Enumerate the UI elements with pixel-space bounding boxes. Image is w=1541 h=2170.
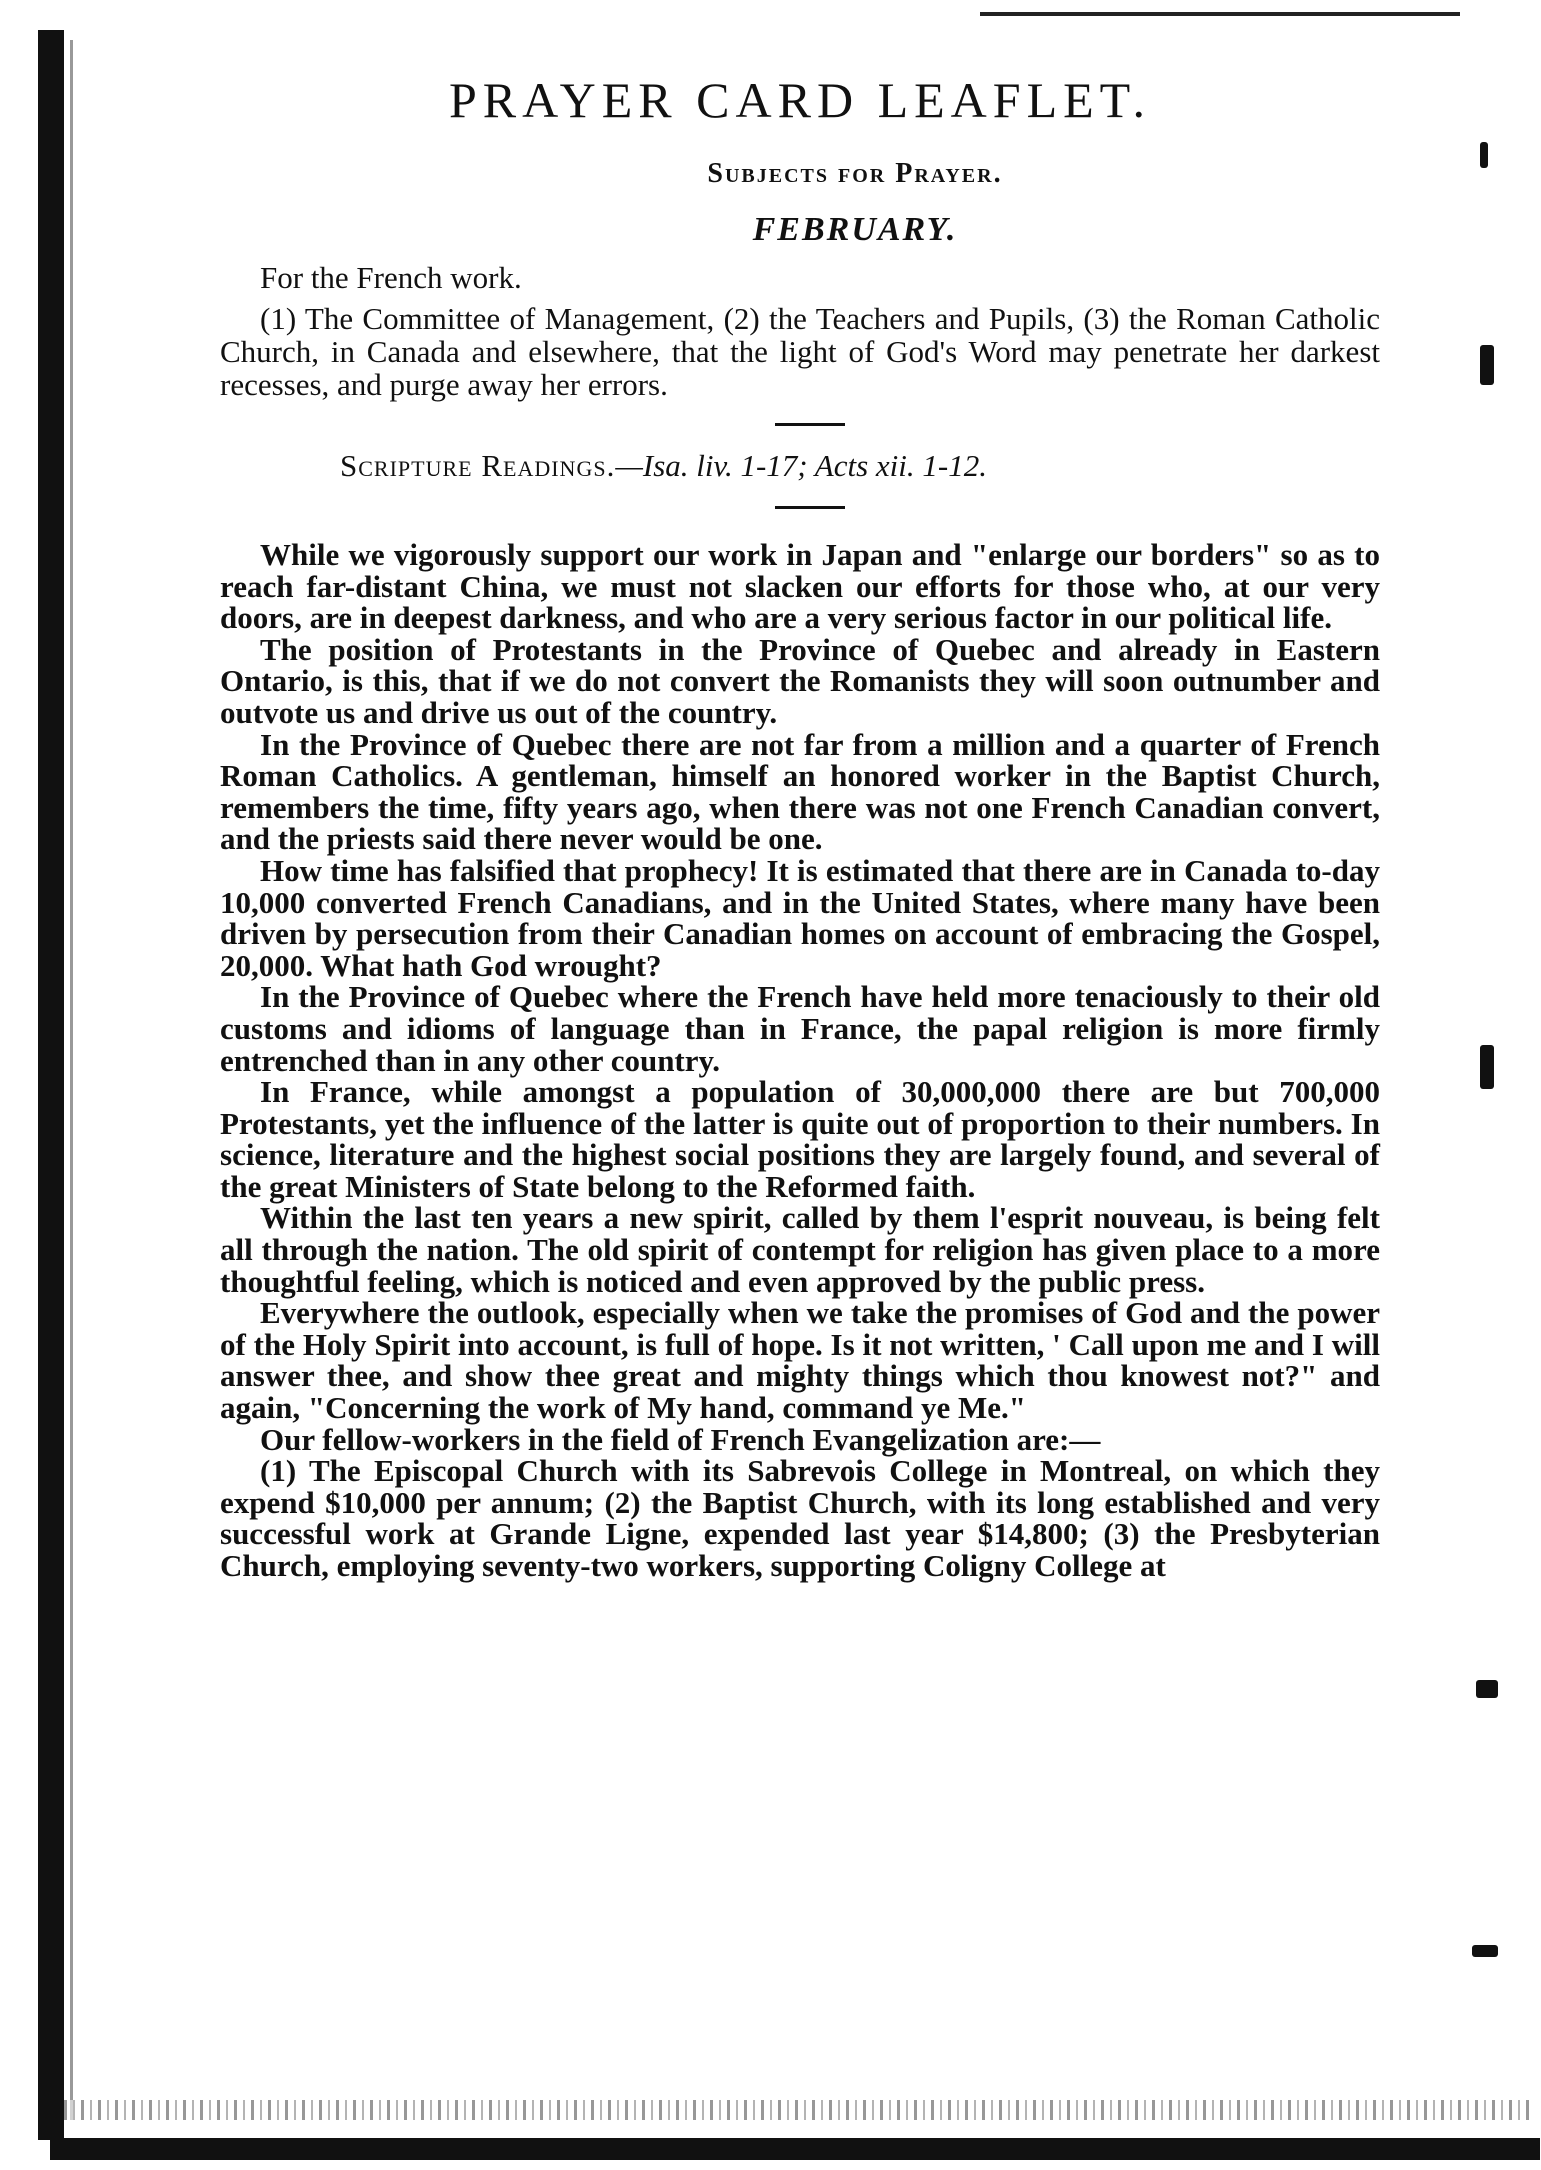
paragraph: (1) The Episcopal Church with its Sabrevois College in Montreal, on which they expend $10,000 per annum; (2) the Baptist Church, with its long established and very successful work at Grande Ligne, expended last year $14,800; (3) the Presbyterian Church, employing seventy-two workers, supporting Coligny College at bbox=[220, 1453, 1380, 1583]
scan-edge-top bbox=[980, 12, 1460, 16]
readings-references: —Isa. liv. 1-17; Acts xii. 1-12. bbox=[615, 448, 987, 483]
margin-mark bbox=[1480, 142, 1488, 168]
paragraph: Within the last ten years a new spirit, called by them l'esprit nouveau, is being felt all through the nation. The old spirit of contempt for religion has given place to a more thoughtful feeling, which is noticed and even approved by the public press. bbox=[220, 1200, 1380, 1299]
scripture-readings bbox=[340, 448, 1380, 484]
paragraph: How time has falsified that prophecy! It is estimated that there are in Canada to-day 10,000 converted French Canadians, and in the United States, where many have been driven by persecution from their Canadian homes on account of embracing the Gospel, 20,000. What hath God wrought? bbox=[220, 852, 1380, 983]
leaflet-page bbox=[220, 70, 1380, 1582]
margin-mark bbox=[1476, 1680, 1498, 1698]
intro-line: For the French work. bbox=[260, 260, 522, 295]
document-title: PRAYER CARD LEAFLET. bbox=[448, 72, 1151, 128]
scan-edge-left bbox=[38, 30, 64, 2140]
scan-edge-left-inner bbox=[70, 40, 73, 2120]
paragraph: The position of Protestants in the Province of Quebec and already in Eastern Ontario, is this, that if we do not convert the Romanists they will soon outnumber and outvote us and drive us out of the country. bbox=[220, 631, 1380, 730]
margin-mark bbox=[1472, 1945, 1498, 1957]
body-text bbox=[220, 539, 1380, 1582]
month-heading: FEBRUARY. bbox=[752, 211, 958, 248]
paragraph: Everywhere the outlook, especially when we take the promises of God and the power of the Holy Spirit into account, is full of hope. Is it not written, ' Call upon me and I will answer thee, and show thee great and mighty things which thou knowest not?" and again, "Concerning the work of My hand, command ye Me." bbox=[220, 1295, 1380, 1426]
scan-noise-bottom bbox=[64, 2100, 1534, 2120]
readings-label: Scripture Readings. bbox=[340, 448, 616, 483]
margin-mark bbox=[1480, 345, 1494, 385]
margin-mark bbox=[1480, 1045, 1494, 1089]
paragraph: In the Province of Quebec where the French have held more tenaciously to their old customs and idioms of language than in France, the papal religion is more firmly entrenched than in any other country. bbox=[220, 979, 1380, 1078]
paragraph: In the Province of Quebec there are not far from a million and a quarter of French Roman Catholics. A gentleman, himself an honored worker in the Baptist Church, remembers the time, fifty years ago, when there was not one French Canadian convert, and the priests said there never would be one. bbox=[220, 726, 1380, 857]
paragraph: In France, while amongst a population of 30,000,000 there are but 700,000 Protestants, yet the influence of the latter is quite out of proportion to their numbers. In science, literature and the highest social positions they are largely found, and several of the great Ministers of State belong to the Reformed faith. bbox=[220, 1074, 1380, 1204]
paragraph: While we vigorously support our work in Japan and "enlarge our borders" so as to reach far-distant China, we must not slacken our efforts for those who, at our very doors, are in deepest darkness, and who are a very serious factor in our political life. bbox=[220, 537, 1380, 636]
divider-rule bbox=[775, 423, 845, 426]
document-subtitle: Subjects for Prayer. bbox=[707, 158, 1003, 189]
scan-edge-bottom bbox=[50, 2138, 1540, 2160]
prayer-items: (1) The Committee of Management, (2) the Teachers and Pupils, (3) the Roman Catholic Church, in Canada and elsewhere, that the light of God's Word may penetrate her darkest recesses, and purge away her errors. bbox=[220, 301, 1380, 402]
paragraph: Our fellow-workers in the field of French Evangelization are:— bbox=[260, 1421, 1101, 1457]
divider-rule bbox=[775, 506, 845, 509]
